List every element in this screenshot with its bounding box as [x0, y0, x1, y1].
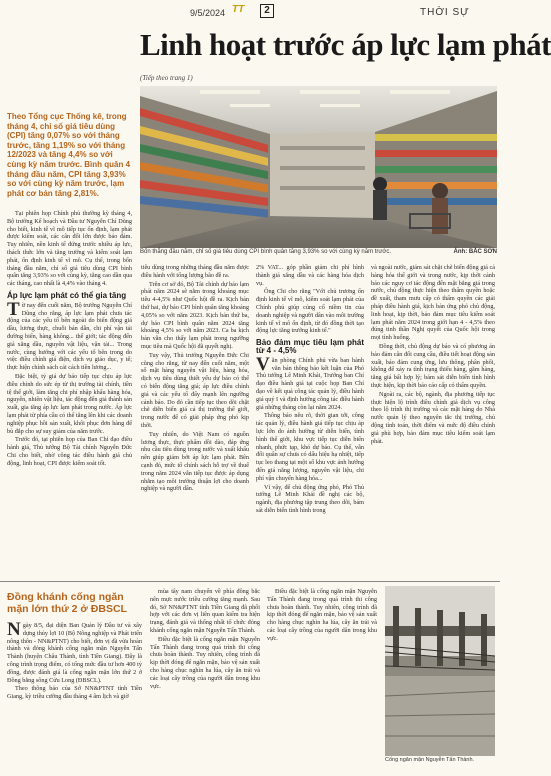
paragraph: Ông Chi cho rằng "Với chủ trương ổn định kinh tế vĩ mô, kiểm soát lạm phát của Chính phủ giúp củng cố niềm tin của doanh nghiệp và người dân vào môi trường kinh tế vĩ mô ổn định, từ đó đồng thời tạo động lực tăng trưởng kinh tế." [256, 288, 364, 335]
secondary-column-3 [267, 588, 377, 772]
paragraph: gày 8/5, đại diện Ban Quản lý Đầu tư và xây dựng thủy lợi 10 (Bộ Nông nghiệp và Phát triển nông thôn - NN&PTNT) cho biết, đơn vị đã vừa hoàn thành và đóng khánh cống ngăn mặn Nguyễn Tấn Thành (huyện Châu Thành, tỉnh Tiền Giang). Đây là công trình trọng điểm, có tổng mức đầu tư hơn 400 tỷ đồng, được đánh giá là cống ngăn mặn lớn thứ 2 ở Đồng bằng sông Cửu Long (ĐBSCL). [7, 622, 142, 684]
paragraph: ăn phòng Chính phủ vừa ban hành văn bản thông báo kết luận của Phó Thủ tướng Lê Minh Khái, Trưởng ban Chỉ đạo điều hành giá tại cuộc họp Ban Chỉ đạo về kết quả công tác quản lý, điều hành giá quý I và định hướng công tác điều hành giá những tháng còn lại năm 2024. [256, 356, 364, 411]
paragraph: Tuy vậy, Thủ trưởng Nguyễn Đức Chi cũng cho rằng, từ nay đến cuối năm, một số mặt hàng nguyên vật liệu, hàng hóa, dịch vụ tiêu dùng thiết yếu dự báo có thể có biến động tăng giá; áp lực điều chỉnh giá và các yếu tố đẩy mạnh lên ngưỡng cảnh báo. Do đó cần tiếp tục theo dõi chặt chẽ diễn biến giá cả thị trường thế giới, trong nước để có giải pháp ứng phó kịp thời. [141, 351, 249, 429]
paragraph: Theo thông báo của Sở NN&PTNT tỉnh Tiền Giang, kỳ triều cường đầu tháng 4 âm lịch và giờ [7, 685, 142, 701]
drop-cap: V [256, 353, 270, 375]
issue-date: 9/5/2024 [190, 8, 226, 18]
secondary-photo-caption: Cống ngăn mặn Nguyễn Tấn Thành. [385, 757, 475, 763]
secondary-headline: Đồng khánh cống ngăn mặn lớn thứ 2 ở ĐBSCL [7, 591, 127, 615]
paragraph: 2% VAT... góp phần giảm chi phí hình thành giá xăng dầu và các hàng hóa dịch vụ. [256, 264, 364, 287]
paragraph: Tuy nhiên, do Việt Nam có nguồn lương thực, thực phẩm dồi dào, đáp ứng nhu cầu tiêu dùng trong nước và xuất khẩu nên giúp giảm bớt áp lực lạm phát. Bên cạnh đó, mức tổ chính sách hỗ trợ về thuế trong năm 2024 vẫn tiếp tục được áp dụng nhằm tạo môi trường thuận lợi cho doanh nghiệp và người dân. [141, 430, 249, 493]
continued-note: (Tiếp theo trang 1) [140, 74, 193, 82]
section-divider [0, 581, 500, 582]
paragraph: Thông báo nêu rõ, thời gian tới, công tác quản lý, điều hành giá tiếp tục chịu áp lực lớn do ảnh hưởng từ diễn biến, tình hình thế giới, khu vực tiếp tục diễn biến nhanh, phức tạp, khó dự báo. Cụ thể, vẫn đối quân sự chưa có dấu hiệu hạ nhiệt, tiếp tục leo thang tại một số khu vực ảnh hưởng đến giá năng lượng, nguyên vật liệu, chi phí vận chuyển hàng hóa... [256, 412, 364, 482]
paragraph: mùa tây nam chuyển về phía đông bắc nên mực nước triều cường tăng mạnh. Sau đó, Sở NN&PTNT tỉnh Tiền Giang đã phối hợp với các đơn vị liên quan kiểm tra hiện trạng, đánh giá và thống nhất tổ chức đóng khánh cống ngăn mặn Nguyễn Tấn Thành. [150, 588, 260, 634]
paragraph: Trên cơ sở đó, Bộ Tài chính dự báo lạm phát năm 2024 sẽ nằm trong khoảng mục tiêu 4-4,5% như Quốc hội đề ra. Kịch bản thứ hai, dự báo CPI bình quân tăng khoảng 4,05% so với năm 2023. Kịch bản thứ ba, dự báo CPI bình quân năm 2024 tăng khoảng 4,5% so với năm 2023. Ca ba kịch bản vẫn cho thấy lạm phát trong ngưỡng mục tiêu mà Quốc hội đã quyết nghị. [141, 280, 249, 350]
article-lead: Theo Tổng cục Thống kê, trong tháng 4, chỉ số giá tiêu dùng (CPI) tăng 0,07% so với tháng trước, tăng 1,19% so với tháng 12/2023 và tăng 4,4% so với cùng kỳ năm trước. Bình quân 4 tháng đầu năm, CPI tăng 3,93% so với cùng kỳ năm trước, lạm phát cơ bản tăng 2,81%. [7, 112, 131, 198]
paragraph: tiêu dùng trong những tháng đầu năm được điều hành với tổng lượng bão đề ra. [141, 264, 249, 279]
subheading: Áp lực lạm phát có thể gia tăng [7, 290, 127, 300]
article-headline: Linh hoạt trước áp lực lạm phát [140, 27, 551, 62]
paragraph: Tại phiên họp Chính phủ thường kỳ tháng 4, Bộ trưởng Kế hoạch và Đầu tư Nguyễn Chí Dũng cho biết, kinh tế vĩ mô tiếp tục ổn định, lạm phát được kiểm soát, các cân đối lớn được bảo đảm. Tuy nhiên, nền kinh tế đứng trước nhiều áp lực, thách thức lớn và tăng trưởng và kiểm soát lạm phát, ổn định kinh tế vĩ mô. Cụ thể, trong bốn tháng đầu năm, chỉ số giá tiêu dùng CPI bình quân tăng 3,93% so với cùng kỳ, tăng cao dần qua các tháng, cao nhất là 4,4% vào tháng 4. [7, 210, 132, 288]
page-number: 2 [260, 4, 274, 18]
paragraph: Điều đặc biệt là cống ngăn mặn Nguyễn Tấn Thành đang trong quá trình thi công chưa hoàn thành. Tuy nhiên, công trình đã kịp thời đóng để ngăn mặn, bảo vệ sản xuất cho hàng chục nghìn ha lúa, cây ăn trái và các loại cây trồng của người dân trong khu vực. [150, 635, 260, 690]
drop-cap: N [7, 619, 21, 640]
secondary-column-1 [7, 619, 142, 772]
article-column-1 [7, 210, 132, 578]
paragraph: Đồng thời, chủ động dự báo và có phương án bảo đảm cân đối cung cầu, điều tiết hoạt động sản xuất, bảo đảm cung ứng, lưu thông, phân phối, không để xảy ra tình trạng thiếu hàng, găm hàng, tăng giá bất hợp lý; bám sát diễn biến tình hình thực hiện, kịp thời báo cáo cấp có thẩm quyền. [371, 342, 495, 389]
sluice-gate-photo [385, 586, 495, 756]
paragraph: Vì vậy, để chủ động ứng phó, Phó Thủ tướng Lê Minh Khái đề nghị các bộ, ngành, địa phương tập trung theo dõi, bám sát diễn biến tình hình trong [256, 483, 364, 514]
paragraph: Ngoài ra, các bộ, ngành, địa phương tiếp tục thực hiện lộ trình điều chỉnh giá dịch vụ công theo lộ trình thị trường và các mặt hàng do Nhà nước quản lý theo nguyên tắc thị trường, chủ động tính toán, thời điểm và mức độ điều chỉnh giá phù hợp, bảo đảm mục tiêu kiểm soát lạm phát. [371, 390, 495, 445]
drop-cap: T [7, 298, 20, 320]
photo-credit: Ảnh: BẮC SƠN [453, 249, 497, 255]
secondary-column-2 [150, 588, 260, 772]
article-column-4 [371, 264, 495, 578]
photo-caption [140, 249, 497, 255]
paragraph: và ngoài nước, giám sát chặt chẽ biến động giá cả hàng hóa thế giới và trong nước, kịp thời cảnh báo các nguy cơ tác động đến mặt bằng giá trong nước, chủ động thực hiện theo thẩm quyền hoặc đề xuất, tham mưu cấp có thẩm quyền các giải pháp điều hành giá, kịch bản ứng phó chủ động, linh hoạt, kịp thời, bảo đảm mục tiêu kiểm soát lạm phát năm 2024 trong giới hạn 4 - 4,5% theo đúng tinh thần Nghị quyết của Quốc hội trong mọi tình huống. [371, 264, 495, 342]
supermarket-photo [140, 86, 497, 248]
article-column-3 [256, 264, 364, 578]
article-column-2 [141, 264, 249, 578]
paragraph: Điều đặc biệt là cống ngăn mặn Nguyễn Tấn Thành đang trong quá trình thi công chưa hoàn thành. Tuy nhiên, công trình đã kịp thời đóng để ngăn mặn, bảo vệ sản xuất cho hàng chục nghìn ha lúa, cây ăn trái và các loại cây trồng của người dân trong khu vực. [267, 588, 377, 642]
photo-caption-text: Bốn thắng đầu năm, chỉ số giá tiêu dùng CPI bình quân tăng 3,93% so với cùng kỳ năm trước. [140, 249, 392, 255]
paragraph: Đặc biệt, tỷ giá dự báo tiếp tục chịu áp lực điều chỉnh do sức ép từ thị trường tài chính, tiền tệ thế giới, làm tăng chi phí nhập khẩu hàng hóa, nguyên, nhiên vật liệu, tác động đến giá thành sản xuất, gia tăng áp lực lạm phát trong nước. Áp lực lạm phát từ phía cầu có thể tăng lên khi các doanh nghiệp phục hồi sản xuất, khôi phục đơn hàng để bù đắp cho sự suy giảm của năm trước. [7, 372, 132, 435]
paragraph: Trước đó, tại phiên họp của Ban Chỉ đạo điều hành giá, Thủ tướng Bộ Tài chính Nguyễn Đức Chi cho biết, nhờ công tác điều hành giá chủ động, linh hoạt, CPI được kiểm soát tốt. [7, 436, 132, 467]
newspaper-logo: TT [232, 4, 245, 15]
paragraph: ừ nay đến cuối năm, Bộ trưởng Nguyễn Chí Dũng cho rằng, áp lực lạm phát chưa tác động của các yếu tố bên ngoài do biến động giá dầu, lương thực, chuỗi bán dẫn, chi phí vận tải đường biển, hàng không... thế giới; tác động đến giá xăng dầu, nguyên vật liệu, vận tải... Trong nước, cùng hướng với các yếu tố bên trong do việc điều chỉnh giá điện, dịch vụ giáo dục, y tế; thực hiện chính sách cải cách tiền lương... [7, 301, 132, 372]
subheading: Bảo đảm mục tiêu lạm phát từ 4 - 4,5% [256, 338, 364, 355]
section-name: THỜI SỰ [420, 7, 470, 18]
